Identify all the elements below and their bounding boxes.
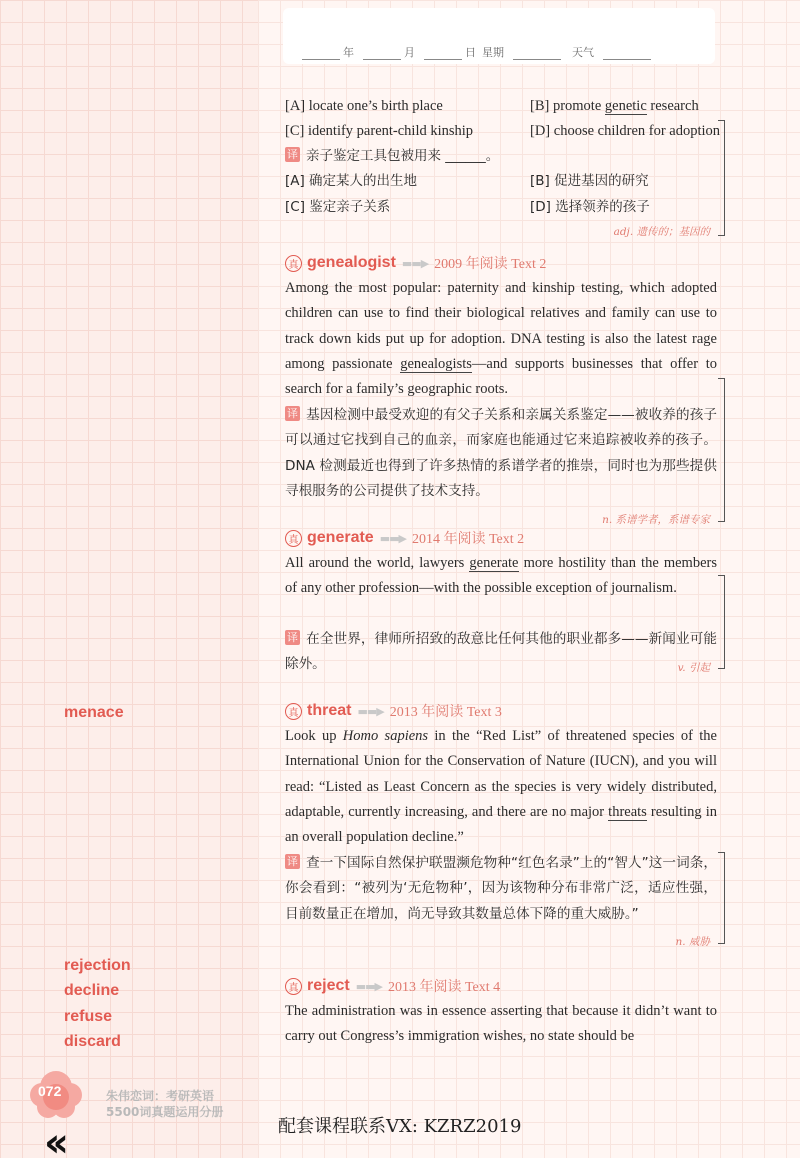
note-genealogist: n. 系谱学者，系谱专家 — [602, 514, 710, 526]
arrow-icon: ▬▬▶ — [357, 704, 384, 718]
entry-genealogist-en: Among the most popular: paternity and kinship testing, which adopted children can use to find their biological relatives and family can use to track down kids put up for adoption. DNA testing is also the latest rage among passionate genealogists—and supports businesses that offer to search for a family’s geographic roots. — [285, 280, 717, 398]
chevrons-left-icon: ‹‹ — [44, 1120, 61, 1166]
side-word-rejection: rejection — [64, 957, 131, 974]
translation-marker: 译 — [287, 855, 298, 868]
entry-reject-header — [285, 975, 500, 997]
page-number: 072 — [38, 1083, 62, 1099]
note-bracket — [718, 120, 725, 236]
left-margin-column — [0, 0, 258, 1158]
side-word-decline: decline — [64, 982, 120, 999]
zhen-badge: 真 — [285, 255, 302, 272]
note-bracket — [718, 378, 725, 522]
option-b-zh: [B] 促进基因的研究 — [530, 173, 649, 189]
option-a-en: [A] locate one’s birth place — [285, 98, 443, 114]
underlined-word: threats — [608, 803, 647, 820]
entry-genealogist-zh: 译 基因检测中最受欢迎的有父子关系和亲属关系鉴定——被收养的孩子可以通过它找到自己的血亲，而家庭也能通过它来追踪被收养的孩子。DNA 检测最近也得到了许多热情的系谱学者的推崇，同时也为那些提供寻根服务的公司提供了技术支持。 — [285, 407, 717, 499]
italic-term: Homo sapiens — [342, 728, 429, 744]
option-d-zh: [D] 选择领养的孩子 — [530, 199, 650, 215]
side-word-refuse: refuse — [64, 1008, 113, 1025]
day-label: 日 — [465, 46, 476, 59]
date-line — [299, 44, 654, 60]
entry-threat-zh: 译 查一下国际自然保护联盟濒危物种“红色名录”上的“智人”这一词条，你会看到：“被列为‘无危物种’，因为该物种分布非常广泛，适应性强，目前数量正在增加，尚无导致其数量总体下降的重大威胁。” — [285, 855, 717, 922]
side-word-menace: menace — [64, 704, 124, 721]
option-c-zh: [C] 鉴定亲子关系 — [285, 199, 391, 215]
note-threat: n. 威胁 — [675, 936, 710, 948]
arrow-icon: ▬▬▶ — [401, 256, 429, 270]
book-title: 朱伟恋词：考研英语 5500词真题运用分册 — [106, 1089, 224, 1119]
option-d-en: [D] choose children for adoption — [530, 123, 721, 139]
weekday-label: 星期 — [482, 46, 504, 59]
source: 2009 年阅读 Text 2 — [434, 257, 547, 272]
note-generate: v. 引起 — [677, 662, 710, 674]
side-word-discard: discard — [64, 1033, 121, 1050]
note-bracket — [718, 575, 725, 669]
option-c-en: [C] identify parent-child kinship — [285, 123, 474, 139]
headword: threat — [307, 702, 352, 719]
zhen-badge: 真 — [285, 530, 302, 547]
zhen-badge: 真 — [285, 703, 302, 720]
option-b-en: [B] promote genetic research — [530, 98, 699, 114]
source: 2013 年阅读 Text 3 — [389, 705, 502, 720]
entry-threat-en: Look up Homo sapiens in the “Red List” of threatened species of the International Union for the Conservation of Nature (IUCN), and you will read: “Listed as Least Concern as the species is very widely distributed, adaptable, currently increasing, and there are no major threats resulting in an overall population decline.” — [285, 728, 717, 846]
note-bracket — [718, 852, 725, 944]
entry-generate-header — [285, 527, 524, 549]
option-a-zh: [A] 确定某人的出生地 — [285, 173, 418, 189]
year-label: 年 — [343, 46, 354, 59]
month-label: 月 — [404, 46, 415, 59]
translation-marker: 译 — [287, 148, 298, 161]
headword: generate — [307, 529, 374, 546]
translation-marker: 译 — [287, 407, 298, 420]
arrow-icon: ▬▬▶ — [379, 531, 406, 545]
entry-generate-en: All around the world, lawyers generate more hostility than the members of any other profession—with the possible exception of journalism. — [285, 555, 717, 597]
translation-marker: 译 — [287, 631, 298, 644]
underlined-word: genealogists — [400, 355, 472, 372]
weather-label: 天气 — [572, 46, 594, 59]
underlined-word: generate — [469, 555, 519, 571]
arrow-icon: ▬▬▶ — [355, 979, 382, 993]
source: 2014 年阅读 Text 2 — [411, 532, 525, 547]
underlined-word-genetic: genetic — [604, 98, 647, 114]
zhen-badge: 真 — [285, 978, 302, 995]
question-zh: 译 亲子鉴定工具包被用来 ______。 — [287, 148, 500, 164]
entry-generate-zh: 译 在全世界，律师所招致的敌意比任何其他的职业都多——新闻业可能除外。 — [285, 631, 717, 673]
headword: reject — [307, 977, 350, 994]
entry-genealogist-header — [285, 252, 546, 274]
headword: genealogist — [307, 254, 396, 271]
entry-threat-header — [285, 700, 502, 722]
date-header-box — [283, 8, 715, 64]
note-genetic: adj. 遗传的；基因的 — [613, 226, 710, 238]
entry-reject-en: The administration was in essence asserting that because it didn’t want to carry out Congress’s immigration wishes, no state should be — [285, 1003, 717, 1045]
source: 2013 年阅读 Text 4 — [387, 980, 501, 995]
course-contact: 配套课程联系VX: KZRZ2019 — [278, 1116, 522, 1137]
